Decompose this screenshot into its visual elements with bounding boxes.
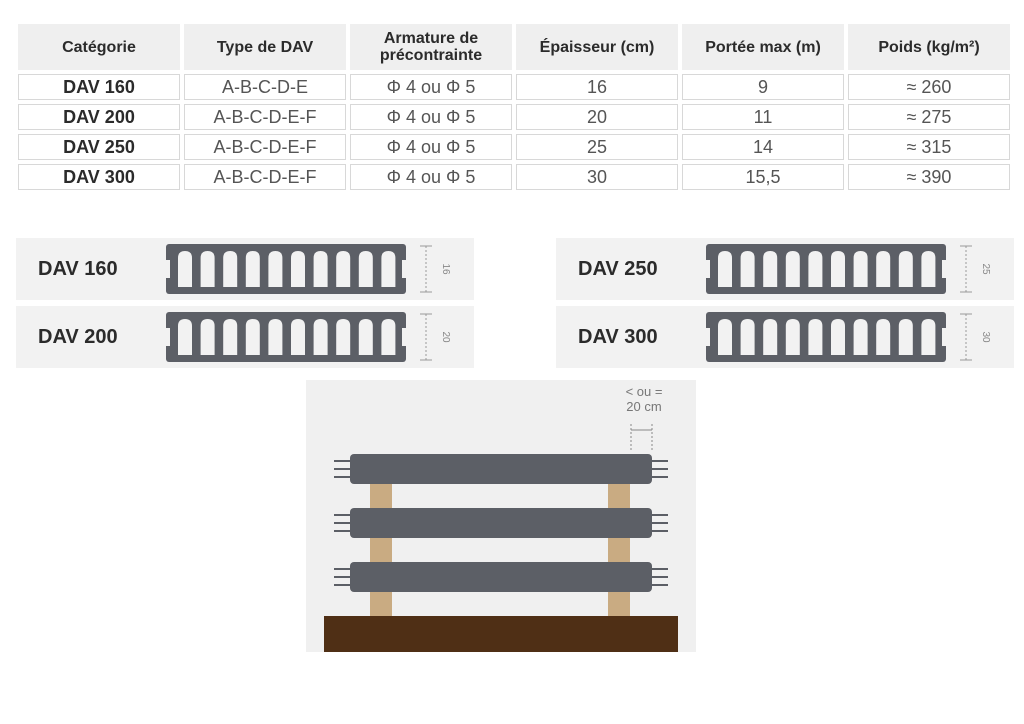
hollow-core — [899, 251, 913, 287]
hollow-core — [314, 319, 328, 355]
hollow-core — [291, 319, 305, 355]
header-epaisseur: Épaisseur (cm) — [516, 24, 678, 70]
stacked-slab — [334, 454, 668, 484]
overhang-note — [614, 384, 674, 414]
cell-type: A-B-C-D-E-F — [184, 104, 346, 130]
cell-armature: Φ 4 ou Φ 5 — [350, 104, 512, 130]
hollow-core — [718, 251, 732, 287]
hollow-core — [921, 319, 935, 355]
cell-armature: Φ 4 ou Φ 5 — [350, 74, 512, 100]
cell-epaisseur: 30 — [516, 164, 678, 190]
ground-base — [324, 616, 678, 652]
hollow-core — [223, 251, 237, 287]
hollow-core — [899, 319, 913, 355]
hollow-core — [336, 319, 350, 355]
hollow-core — [921, 251, 935, 287]
hollow-core — [854, 319, 868, 355]
stacked-slab — [334, 562, 668, 592]
specifications-table — [14, 20, 1014, 194]
table-row — [18, 164, 1010, 190]
cell-type: A-B-C-D-E-F — [184, 164, 346, 190]
hollow-core — [808, 251, 822, 287]
cell-type: A-B-C-D-E-F — [184, 134, 346, 160]
section-panel — [556, 306, 1014, 368]
hollow-core — [786, 319, 800, 355]
hollow-core — [201, 251, 215, 287]
hollow-core — [786, 251, 800, 287]
cell-armature: Φ 4 ou Φ 5 — [350, 134, 512, 160]
hollow-core — [359, 251, 373, 287]
cell-epaisseur: 25 — [516, 134, 678, 160]
stacking-illustration — [306, 380, 696, 652]
section-panel — [16, 306, 474, 368]
cell-portee: 11 — [682, 104, 844, 130]
hollow-core — [831, 251, 845, 287]
header-type: Type de DAV — [184, 24, 346, 70]
hollow-core — [359, 319, 373, 355]
slab-cross-section — [704, 308, 1004, 366]
hollow-core — [336, 251, 350, 287]
hollow-core — [718, 319, 732, 355]
hollow-core — [291, 251, 305, 287]
cell-poids: ≈ 390 — [848, 164, 1010, 190]
thickness-label: 25 — [980, 263, 991, 275]
cell-poids: ≈ 315 — [848, 134, 1010, 160]
table-row — [18, 104, 1010, 130]
thickness-label: 20 — [440, 331, 451, 343]
cell-armature: Φ 4 ou Φ 5 — [350, 164, 512, 190]
header-categorie: Catégorie — [18, 24, 180, 70]
cell-portee: 15,5 — [682, 164, 844, 190]
overhang-note-line2: 20 cm — [626, 399, 662, 414]
header-armature: Armature de précontrainte — [350, 24, 512, 70]
cell-categorie: DAV 250 — [18, 134, 180, 160]
slab-cross-section — [164, 308, 464, 366]
table-row — [18, 74, 1010, 100]
hollow-core — [178, 251, 192, 287]
cell-poids: ≈ 260 — [848, 74, 1010, 100]
hollow-core — [854, 251, 868, 287]
hollow-core — [268, 251, 282, 287]
cell-categorie: DAV 160 — [18, 74, 180, 100]
hollow-core — [381, 319, 395, 355]
hollow-core — [381, 251, 395, 287]
timber-support — [370, 476, 392, 616]
table-row — [18, 134, 1010, 160]
hollow-core — [246, 251, 260, 287]
thickness-label: 16 — [440, 263, 451, 275]
header-poids: Poids (kg/m²) — [848, 24, 1010, 70]
overhang-dimension — [631, 424, 652, 452]
section-label: DAV 200 — [38, 326, 118, 348]
cell-categorie: DAV 300 — [18, 164, 180, 190]
section-panel — [16, 238, 474, 300]
table-header-row — [18, 24, 1010, 70]
section-panel — [556, 238, 1014, 300]
hollow-core — [314, 251, 328, 287]
header-portee: Portée max (m) — [682, 24, 844, 70]
stacking-drawing — [306, 380, 696, 652]
cell-epaisseur: 20 — [516, 104, 678, 130]
hollow-core — [741, 319, 755, 355]
hollow-core — [246, 319, 260, 355]
stacked-slab — [334, 508, 668, 538]
cell-portee: 14 — [682, 134, 844, 160]
hollow-core — [178, 319, 192, 355]
cell-poids: ≈ 275 — [848, 104, 1010, 130]
overhang-note-line1: < ou = — [625, 384, 663, 399]
cell-epaisseur: 16 — [516, 74, 678, 100]
section-label: DAV 160 — [38, 258, 118, 280]
hollow-core — [763, 319, 777, 355]
thickness-label: 30 — [980, 331, 991, 343]
hollow-core — [763, 251, 777, 287]
cell-portee: 9 — [682, 74, 844, 100]
slab-cross-section — [164, 240, 464, 298]
cell-categorie: DAV 200 — [18, 104, 180, 130]
hollow-core — [268, 319, 282, 355]
slab-cross-section — [704, 240, 1004, 298]
hollow-core — [741, 251, 755, 287]
hollow-core — [808, 319, 822, 355]
cell-type: A-B-C-D-E — [184, 74, 346, 100]
hollow-core — [201, 319, 215, 355]
hollow-core — [223, 319, 237, 355]
hollow-core — [876, 319, 890, 355]
hollow-core — [831, 319, 845, 355]
section-label: DAV 250 — [578, 258, 658, 280]
section-label: DAV 300 — [578, 326, 658, 348]
hollow-core — [876, 251, 890, 287]
timber-support — [608, 476, 630, 616]
